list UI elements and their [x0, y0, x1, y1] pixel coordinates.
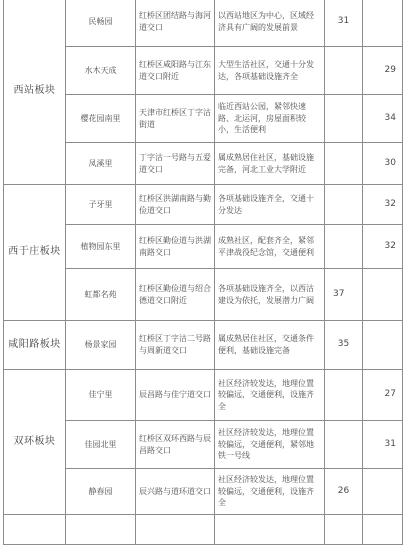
- description-cell: 各项基础设施齐全，交通十分发达: [215, 185, 325, 225]
- price-cell: [325, 421, 363, 469]
- location-cell: 红桥区双环西路与辰昌路交口: [136, 421, 215, 469]
- table-row: [4, 321, 403, 370]
- community-name: 民畅园: [66, 0, 136, 47]
- price-cell: 26: [325, 469, 363, 515]
- region-cell: 双环板块: [4, 370, 66, 515]
- table-row: [4, 370, 403, 421]
- description-cell: 社区经济较发达，地理位置较偏远，交通便利，设施齐全: [215, 469, 325, 515]
- location-cell: 红桥区团结路与海河道交口: [136, 0, 215, 47]
- price-cell: [325, 95, 363, 143]
- description-cell: 社区经济较发达，地理位置较偏远，交通便利，设施齐全: [215, 370, 325, 421]
- community-name: 樱花园南里: [66, 95, 136, 143]
- community-name: 植物园东里: [66, 225, 136, 269]
- community-name: 佳宁里: [66, 370, 136, 421]
- community-name: 虹都名苑: [66, 269, 136, 321]
- price-cell: [363, 321, 403, 370]
- location-cell: 红桥区咸阳路与江东道交口附近: [136, 47, 215, 95]
- description-cell: 属成熟居住社区，基础设施完备，河北工业大学附近: [215, 143, 325, 185]
- housing-price-table: [3, 0, 403, 545]
- community-name: 佳园北里: [66, 421, 136, 469]
- location-cell: 丁字沽一号路与五爱道交口: [136, 143, 215, 185]
- price-cell: [363, 0, 403, 47]
- region-cell: 西于庄板块: [4, 185, 66, 321]
- price-cell: [363, 269, 403, 321]
- description-cell: [215, 515, 325, 545]
- price-cell: 32: [363, 185, 403, 225]
- community-name: 静春园: [66, 469, 136, 515]
- location-cell: 红桥区洪湖南路与勤俭道交口: [136, 185, 215, 225]
- price-cell: [325, 143, 363, 185]
- location-cell: 辰兴路与道环道交口: [136, 469, 215, 515]
- location-cell: 红桥区勤俭道与洪湖南路交口: [136, 225, 215, 269]
- price-cell: [325, 225, 363, 269]
- price-cell: 35: [325, 321, 363, 370]
- price-cell: 31: [363, 421, 403, 469]
- table-row: [4, 185, 403, 225]
- price-cell: 34: [363, 95, 403, 143]
- description-cell: 各项基础设施齐全，以西沽建设为依托，发展潜力广阔: [215, 269, 325, 321]
- description-cell: 临近西站公园，紧邻快速路、北运河，房屋面积较小，生活便利: [215, 95, 325, 143]
- community-name: 子牙里: [66, 185, 136, 225]
- location-cell: 红桥区丁字沽二号路与周新道交口: [136, 321, 215, 370]
- description-cell: 属成熟居住社区，交通条件便利，基础设施完备: [215, 321, 325, 370]
- price-cell: 29: [363, 47, 403, 95]
- community-name: 水木天成: [66, 47, 136, 95]
- price-cell: [325, 370, 363, 421]
- description-cell: 以西站地区为中心，区域经济具有广阔的发展前景: [215, 0, 325, 47]
- price-cell: [325, 515, 363, 545]
- price-cell: 30: [363, 143, 403, 185]
- price-cell: [363, 515, 403, 545]
- price-cell: 32: [363, 225, 403, 269]
- location-cell: [136, 515, 215, 545]
- region-cell: [4, 515, 66, 545]
- location-cell: 辰昌路与佳宁道交口: [136, 370, 215, 421]
- table-row: [4, 0, 403, 47]
- location-cell: 天津市红桥区丁字沽街道: [136, 95, 215, 143]
- region-cell: 咸阳路板块: [4, 321, 66, 370]
- community-name: 凤溪里: [66, 143, 136, 185]
- price-cell: [325, 185, 363, 225]
- description-cell: 成熟社区，配套齐全，紧邻平津战役纪念馆，交通便利: [215, 225, 325, 269]
- community-name: [66, 515, 136, 545]
- price-cell: [363, 469, 403, 515]
- price-cell: 27: [363, 370, 403, 421]
- price-cell: 37: [325, 269, 363, 321]
- price-cell: [325, 47, 363, 95]
- description-cell: 社区经济较发达，地理位置较偏远，交通便利，紧邻地铁一号线: [215, 421, 325, 469]
- table-row: [4, 515, 403, 545]
- price-cell: 31: [325, 0, 363, 47]
- region-cell: 西站板块: [4, 0, 66, 185]
- community-name: 杨景家园: [66, 321, 136, 370]
- description-cell: 大型生活社区，交通十分发达，各项基础设施齐全: [215, 47, 325, 95]
- location-cell: 红桥区勤俭道与绍合德道交口附近: [136, 269, 215, 321]
